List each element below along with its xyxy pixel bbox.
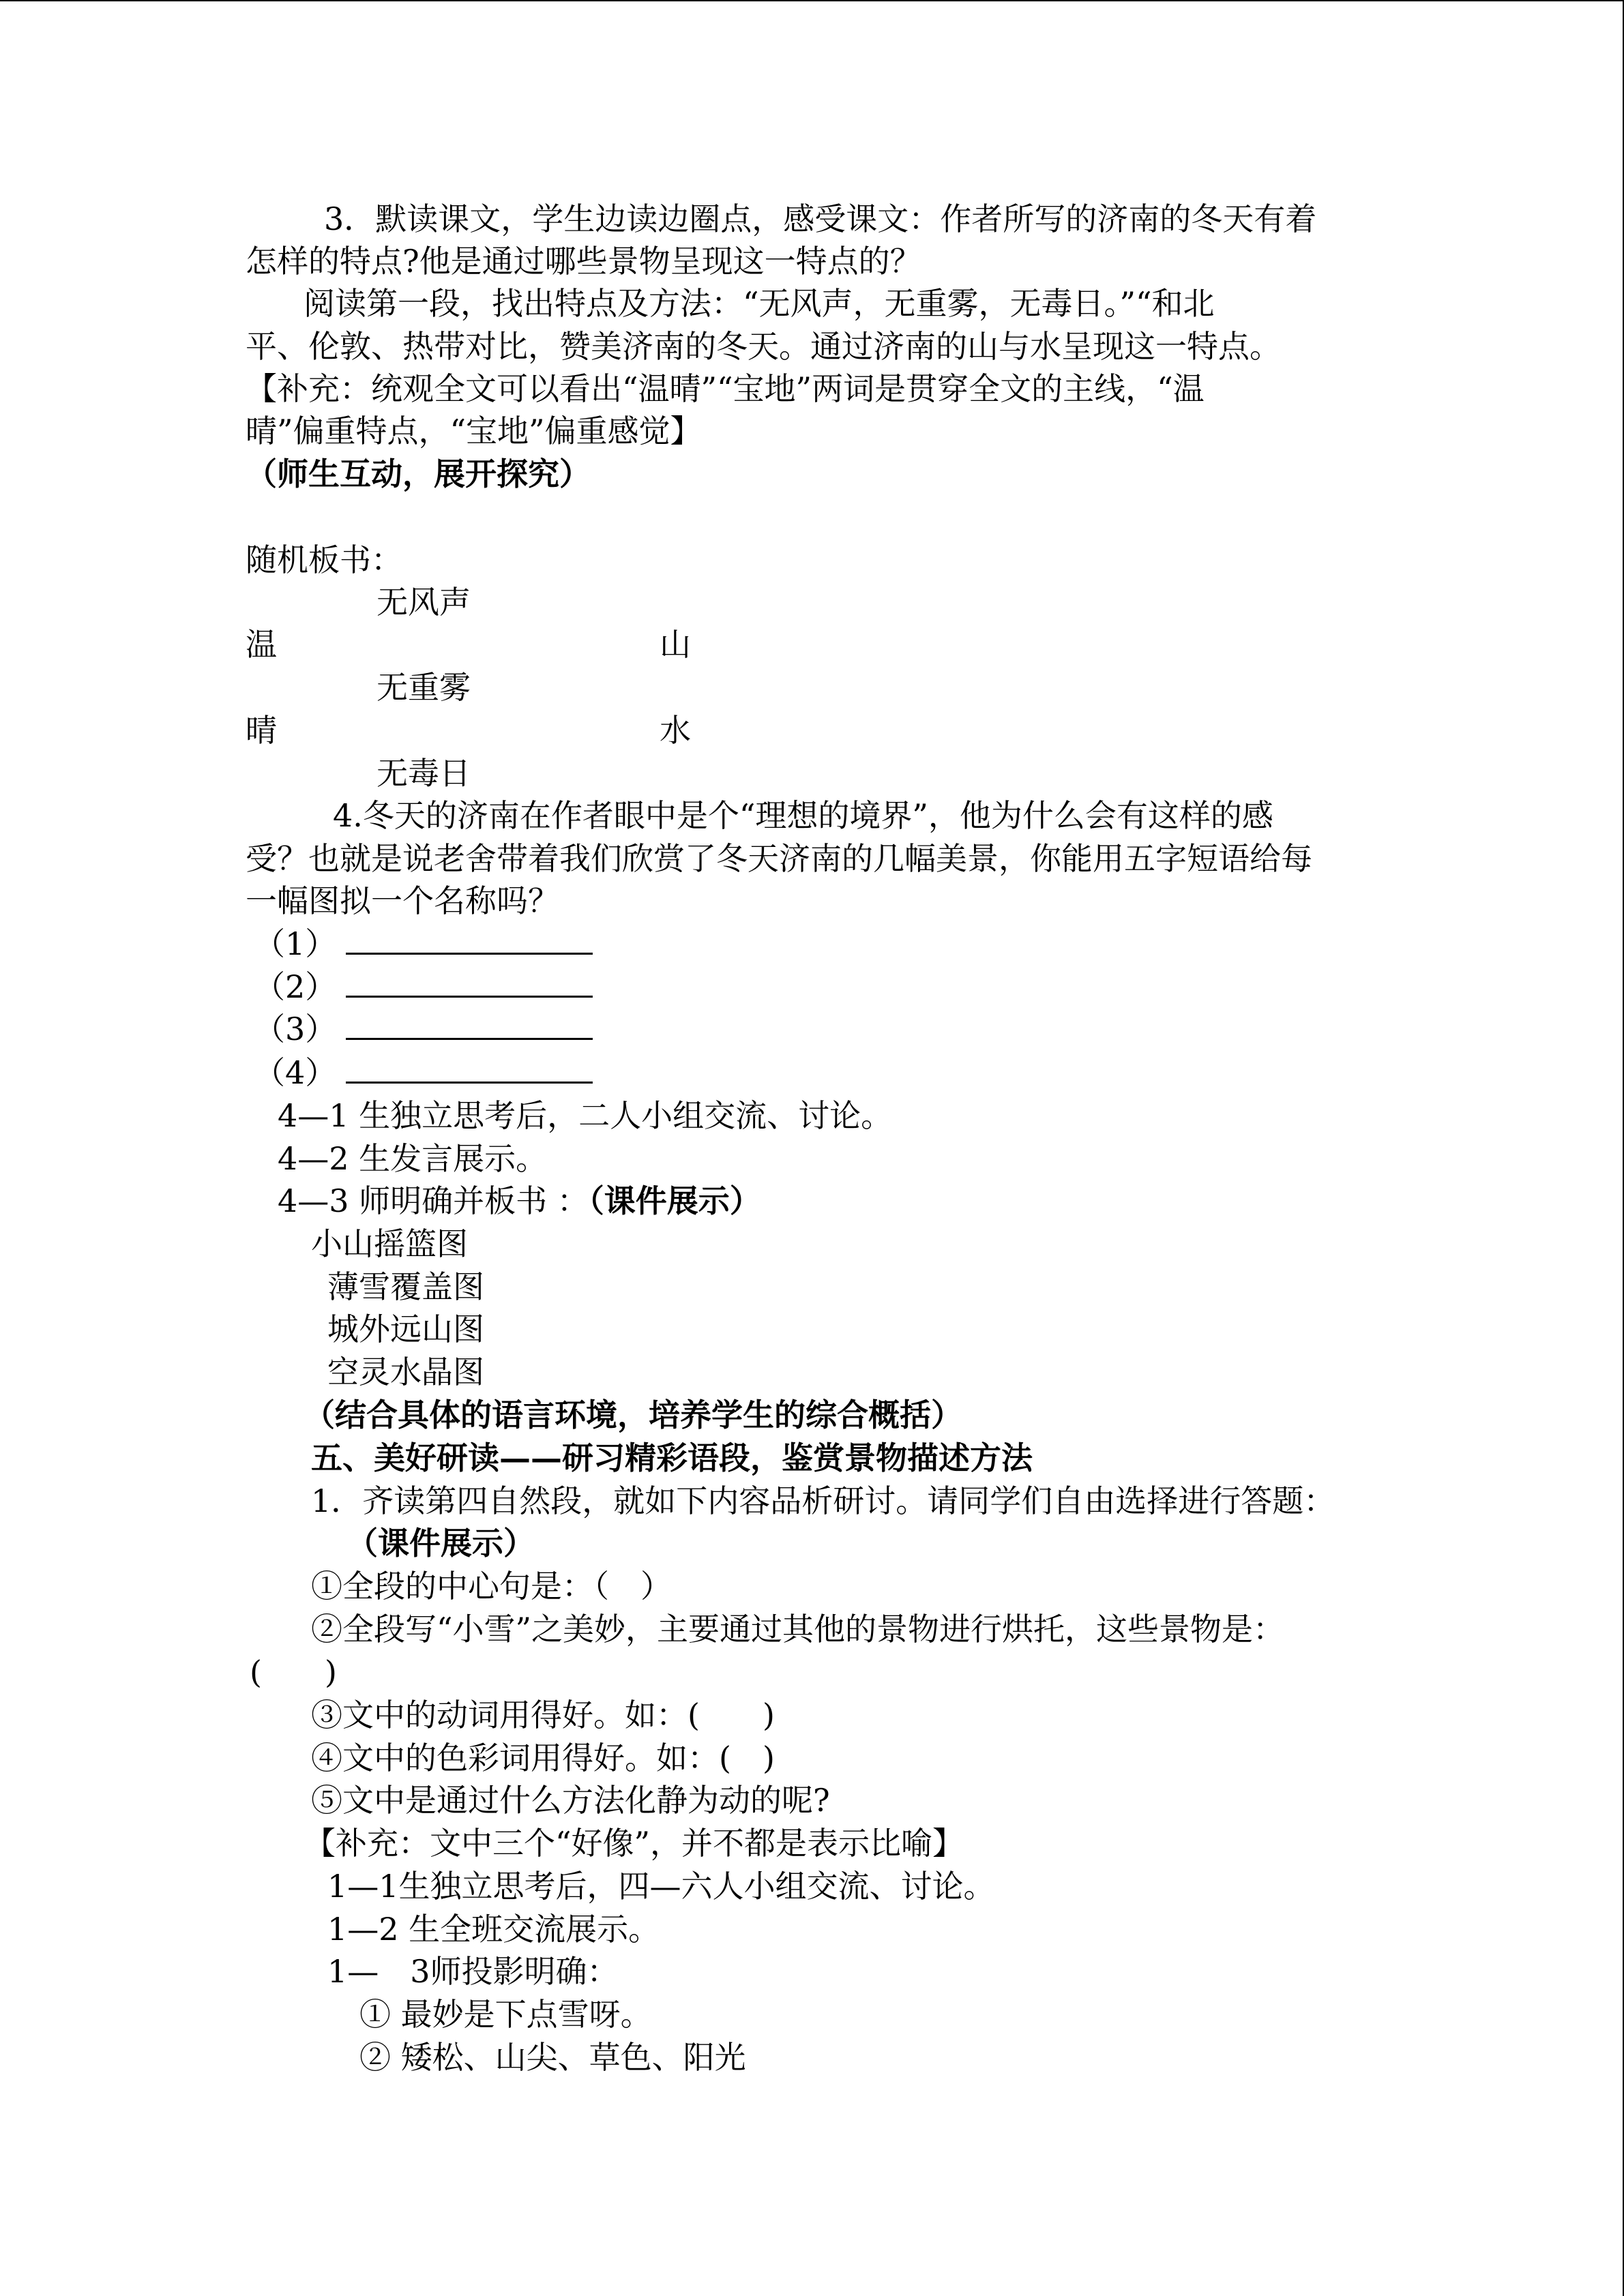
step-4-2: 4—2 生发言展示。 [278, 1140, 548, 1177]
step-1-2: 1—2 生全班交流展示。 [327, 1911, 660, 1948]
title-3: 城外远山图 [327, 1311, 484, 1347]
title-2: 薄雪覆盖图 [327, 1268, 484, 1305]
blank-label-4: （4） [254, 1054, 337, 1091]
answer-blank-3[interactable] [346, 1011, 593, 1040]
q4-line3: 一幅图拟一个名称吗？ [246, 882, 559, 919]
answer-blank-2[interactable] [346, 968, 593, 998]
blank-line-1 [254, 923, 593, 965]
step-4-3 [278, 1180, 761, 1222]
blank-line-3 [254, 1008, 593, 1050]
q4-line1: 4.冬天的济南在作者眼中是个“理想的境界”，他为什么会有这样的感 [333, 797, 1273, 834]
p3-line1: 3．默读课文，学生边读边圈点，感受课文：作者所写的济南的冬天有着 [324, 200, 1317, 237]
board-shan: 山 [660, 626, 691, 663]
answer-blank-1[interactable] [346, 925, 593, 955]
blank-label-1: （1） [254, 925, 337, 962]
step-4-1: 4—1 生独立思考后，二人小组交流、讨论。 [278, 1097, 893, 1134]
s5-question1: 1．齐读第四自然段，就如下内容品析研讨。请同学们自由选择进行答题： [311, 1482, 1335, 1519]
sub-question-1: ①全段的中心句是：（ ） [311, 1568, 672, 1605]
supplement2: 【补充：文中三个“好像”，并不都是表示比喻】 [304, 1825, 964, 1862]
page-border-top [0, 0, 1624, 1]
p3-read-line1: 阅读第一段，找出特点及方法：“无风声，无重雾，无毒日。”“和北 [304, 285, 1215, 322]
title-4: 空灵水晶图 [327, 1354, 484, 1390]
sub-question-2-line1: ②全段写“小雪”之美妙，主要通过其他的景物进行烘托，这些景物是： [311, 1611, 1285, 1648]
supplement1-line1: 【补充：统观全文可以看出“温晴”“宝地”两词是贯穿全文的主线，“温 [246, 370, 1205, 407]
section5-heading: 五、美好研读——研习精彩语段，鉴赏景物描述方法 [311, 1440, 1033, 1476]
board-wen: 温 [246, 626, 277, 663]
supplement1-line2: 晴”偏重特点，“宝地”偏重感觉】 [246, 413, 702, 449]
blank-line-2 [254, 966, 593, 1008]
step-4-3-courseware: （课件展示） [588, 1182, 761, 1219]
answer-2: ② 矮松、山尖、草色、阳光 [359, 2039, 746, 2076]
answer-1: ① 最妙是下点雪呀。 [359, 1996, 652, 2033]
step-4-3-text: 4—3 师明确并板书 ： [278, 1182, 589, 1219]
board-qing: 晴 [246, 712, 277, 749]
step-1-1: 1—1生独立思考后，四—六人小组交流、讨论。 [327, 1868, 995, 1905]
board-shui: 水 [660, 712, 691, 749]
blank-label-3: （3） [254, 1011, 337, 1047]
p3-read-line2: 平、伦敦、热带对比，赞美济南的冬天。通过济南的山与水呈现这一特点。 [246, 328, 1281, 365]
step-1-3: 1— 3师投影明确： [327, 1953, 619, 1990]
sub-question-3: ③文中的动词用得好。如：( ) [311, 1697, 775, 1733]
combine-note: （结合具体的语言环境，培养学生的综合概括） [304, 1397, 962, 1433]
sub-question-2-line2: ( ) [250, 1654, 337, 1690]
sub-question-4: ④文中的色彩词用得好。如：( ) [311, 1740, 775, 1776]
board-no-fog: 无重雾 [377, 669, 471, 706]
blank-label-2: （2） [254, 968, 337, 1005]
p3-line2: 怎样的特点?他是通过哪些景物呈现这一特点的？ [246, 243, 921, 280]
board-label: 随机板书： [246, 541, 402, 578]
board-no-sun: 无毒日 [377, 755, 471, 792]
title-1: 小山摇篮图 [311, 1225, 468, 1262]
q4-line2: 受？也就是说老舍带着我们欣赏了冬天济南的几幅美景，你能用五字短语给每 [246, 840, 1312, 877]
sub-question-5: ⑤文中是通过什么方法化静为动的呢? [311, 1782, 830, 1819]
blank-line-4 [254, 1052, 593, 1094]
s5-courseware: （课件展示） [346, 1525, 535, 1562]
interaction-note: （师生互动，展开探究） [246, 456, 591, 492]
board-no-wind: 无风声 [377, 584, 471, 621]
answer-blank-4[interactable] [346, 1054, 593, 1084]
